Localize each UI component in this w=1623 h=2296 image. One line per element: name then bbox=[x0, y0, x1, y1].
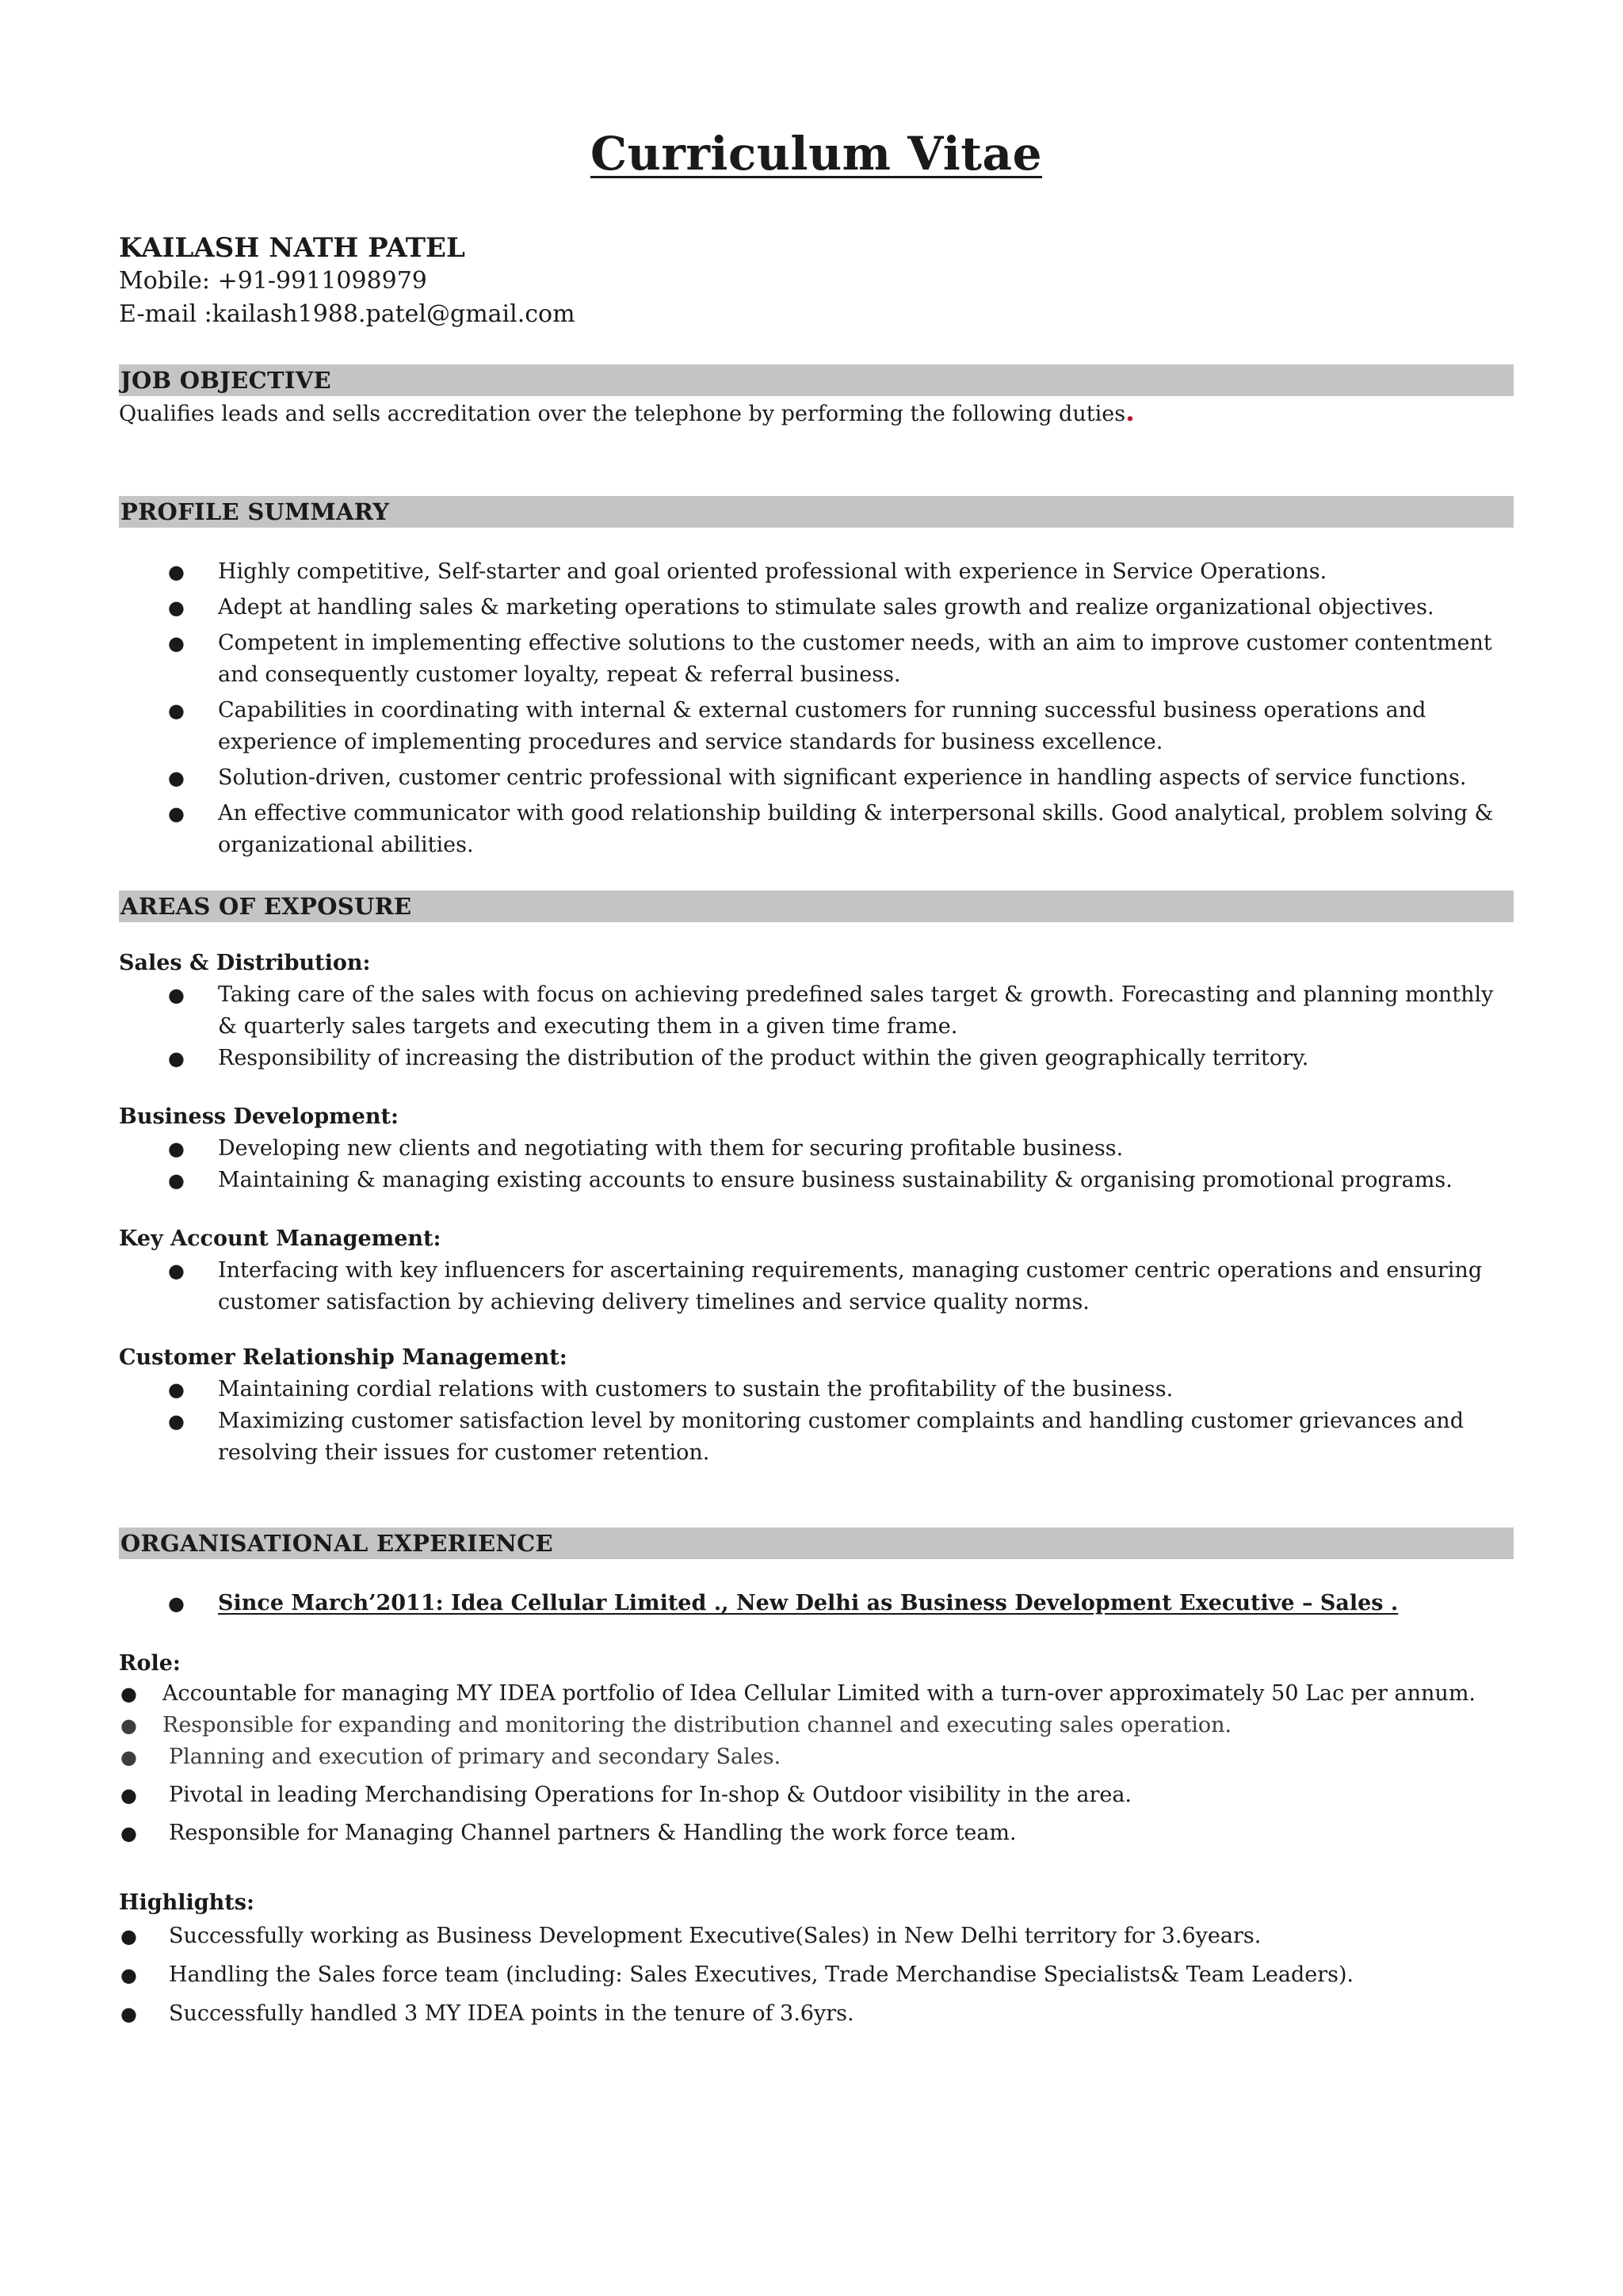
bullet-icon: ● bbox=[168, 1169, 185, 1192]
section-heading-areas-of-exposure: AREAS OF EXPOSURE bbox=[119, 891, 1514, 922]
list-item: ● Maintaining & managing existing accounts to ensure business sustainability & organising promotional programs. bbox=[119, 1165, 1514, 1196]
highlights-list bbox=[119, 1920, 1514, 2030]
list-item: ● An effective communicator with good relationship building & interpersonal skills. Good analytical, problem solving & organizational abilities. bbox=[119, 798, 1514, 861]
role-title: Role: bbox=[119, 1651, 181, 1676]
email-address: E-mail :kailash1988.patel@gmail.com bbox=[119, 300, 575, 328]
mobile-number: Mobile: +91-9911098979 bbox=[119, 267, 427, 295]
bullet-icon: ● bbox=[168, 1410, 185, 1432]
list-item: ● Planning and execution of primary and secondary Sales. bbox=[119, 1741, 1514, 1773]
page-title: Curriculum Vitae bbox=[590, 127, 1043, 181]
role-list bbox=[119, 1678, 1514, 1849]
profile-summary-list bbox=[119, 556, 1514, 865]
bullet-icon: ● bbox=[168, 597, 185, 619]
list-item: ● Successfully handled 3 MY IDEA points in the tenure of 3.6yrs. bbox=[119, 1998, 1514, 2030]
bullet-icon: ● bbox=[120, 1683, 137, 1705]
bullet-icon: ● bbox=[168, 1379, 185, 1401]
bullet-icon: ● bbox=[168, 1260, 185, 1282]
highlights-title: Highlights: bbox=[119, 1890, 254, 1915]
exposure-group-title: Sales & Distribution: bbox=[119, 951, 371, 975]
bullet-icon: ● bbox=[120, 1714, 137, 1737]
bullet-icon: ● bbox=[168, 1592, 185, 1615]
list-item: ● Accountable for managing MY IDEA portfolio of Idea Cellular Limited with a turn-over approximately 50 Lac per annum. bbox=[119, 1678, 1514, 1710]
list-item: ● Adept at handling sales & marketing operations to stimulate sales growth and realize organizational objectives. bbox=[119, 592, 1514, 624]
list-item: ● Developing new clients and negotiating with them for securing profitable business. bbox=[119, 1133, 1514, 1165]
list-item: ● Interfacing with key influencers for ascertaining requirements, managing customer centric operations and ensuring customer satisfaction by achieving delivery timelines and service quality norms. bbox=[119, 1255, 1514, 1318]
list-item: ● Taking care of the sales with focus on achieving predefined sales target & growth. Forecasting and planning monthly & quarterly sales targets and executing them in a given time frame. bbox=[119, 979, 1514, 1043]
job-objective-sentence: Qualifies leads and sells accreditation over the telephone by performing the following duties bbox=[119, 402, 1126, 426]
bullet-icon: ● bbox=[168, 561, 185, 583]
list-item: ● Competent in implementing effective solutions to the customer needs, with an aim to improve customer contentment and consequently customer loyalty, repeat & referral business. bbox=[119, 627, 1514, 691]
section-heading-profile-summary: PROFILE SUMMARY bbox=[119, 496, 1514, 528]
bullet-icon: ● bbox=[120, 1822, 137, 1844]
job-objective-end-mark: . bbox=[1125, 396, 1135, 428]
list-item: ● Highly competitive, Self-starter and goal oriented professional with experience in Service Operations. bbox=[119, 556, 1514, 588]
list-item: ● Capabilities in coordinating with internal & external customers for running successful business operations and experience of implementing procedures and service standards for business excellence. bbox=[119, 695, 1514, 758]
list-item: ● Pivotal in leading Merchandising Operations for In-shop & Outdoor visibility in the area. bbox=[119, 1779, 1514, 1811]
contact-block bbox=[119, 231, 575, 331]
list-item: ● Solution-driven, customer centric professional with significant experience in handling aspects of service functions. bbox=[119, 762, 1514, 794]
candidate-name: KAILASH NATH PATEL bbox=[119, 232, 465, 264]
bullet-icon: ● bbox=[168, 1047, 185, 1070]
section-heading-job-objective: JOB OBJECTIVE bbox=[119, 364, 1514, 396]
exposure-group-title: Customer Relationship Management: bbox=[119, 1345, 567, 1370]
list-item: ● Responsible for Managing Channel partners & Handling the work force team. bbox=[119, 1817, 1514, 1849]
list-item: ● Responsible for expanding and monitoring the distribution channel and executing sales operation. bbox=[119, 1710, 1514, 1741]
job-objective-text bbox=[119, 396, 1135, 430]
section-heading-organisational-experience: ORGANISATIONAL EXPERIENCE bbox=[119, 1527, 1514, 1559]
bullet-icon: ● bbox=[168, 1138, 185, 1160]
position-list bbox=[119, 1588, 1514, 1619]
position-title: ● Since March’2011: Idea Cellular Limited ., New Delhi as Business Development Executive – Sales . bbox=[119, 1588, 1514, 1619]
bullet-icon: ● bbox=[120, 1784, 137, 1806]
list-item: ● Maintaining cordial relations with customers to sustain the profitability of the business. bbox=[119, 1374, 1514, 1405]
bullet-icon: ● bbox=[120, 1746, 137, 1768]
list-item: ● Maximizing customer satisfaction level by monitoring customer complaints and handling customer grievances and resolving their issues for customer retention. bbox=[119, 1405, 1514, 1469]
exposure-group-title: Business Development: bbox=[119, 1104, 399, 1129]
bullet-icon: ● bbox=[120, 1925, 137, 1947]
bullet-icon: ● bbox=[120, 1964, 137, 1986]
list-item: ● Handling the Sales force team (including: Sales Executives, Trade Merchandise Specialists& Team Leaders). bbox=[119, 1959, 1514, 1991]
exposure-group-crm bbox=[119, 1342, 1514, 1469]
list-item: ● Successfully working as Business Development Executive(Sales) in New Delhi territory for 3.6years. bbox=[119, 1920, 1514, 1952]
exposure-group-key-account bbox=[119, 1223, 1514, 1318]
exposure-group-business-development bbox=[119, 1101, 1514, 1196]
bullet-icon: ● bbox=[120, 2003, 137, 2025]
exposure-group-title: Key Account Management: bbox=[119, 1226, 441, 1251]
list-item: ● Responsibility of increasing the distribution of the product within the given geographically territory. bbox=[119, 1043, 1514, 1074]
bullet-icon: ● bbox=[168, 632, 185, 654]
bullet-icon: ● bbox=[168, 767, 185, 789]
exposure-group-sales bbox=[119, 948, 1514, 1074]
bullet-icon: ● bbox=[168, 803, 185, 825]
bullet-icon: ● bbox=[168, 700, 185, 722]
bullet-icon: ● bbox=[168, 984, 185, 1006]
